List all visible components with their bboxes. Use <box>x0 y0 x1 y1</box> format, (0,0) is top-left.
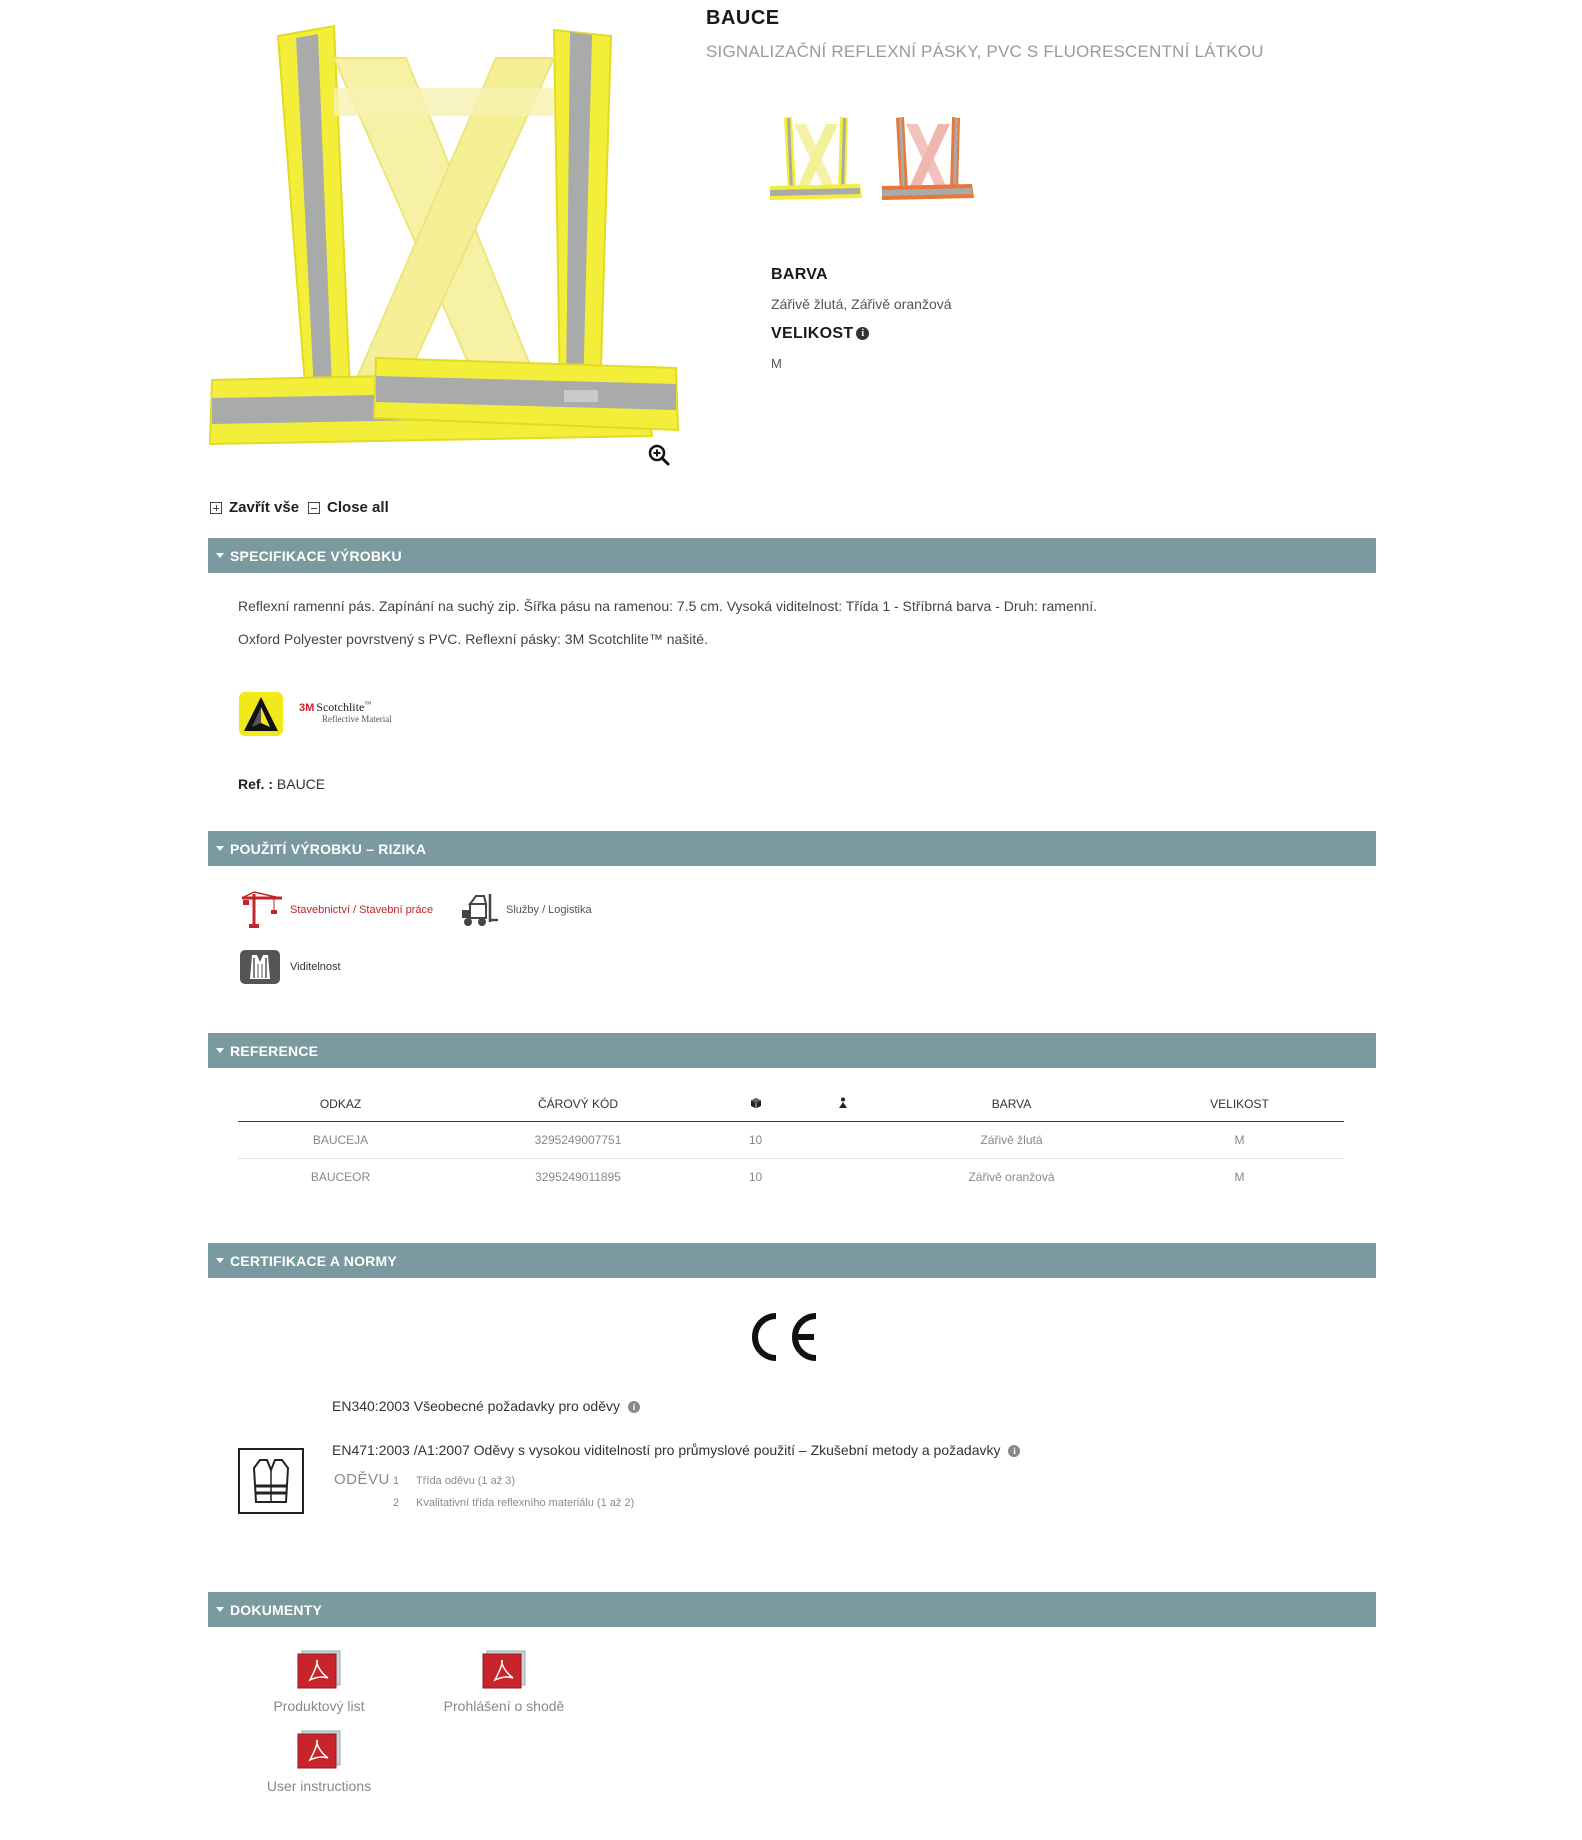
reference-table <box>238 1088 1344 1195</box>
crane-icon <box>240 890 284 930</box>
close-all-label: Close all <box>327 499 389 516</box>
usage-visibility[interactable] <box>240 950 341 984</box>
caret-down-icon <box>216 553 224 558</box>
size-label-row <box>771 325 869 343</box>
info-icon[interactable]: i <box>628 1401 640 1413</box>
section-header-reference[interactable] <box>208 1033 1376 1068</box>
color-value: Zářivě žlutá, Zářivě oranžová <box>771 296 952 312</box>
delta-plus-logo-icon <box>238 691 284 737</box>
zoom-icon[interactable] <box>648 444 670 466</box>
document-label: Produktový list <box>273 1698 365 1714</box>
document-product-sheet[interactable] <box>252 1650 386 1714</box>
class-category: ODĚVU <box>334 1471 390 1488</box>
hivis-garment-icon <box>238 1448 304 1514</box>
column-header: ČÁROVÝ KÓD <box>443 1088 713 1121</box>
section-title: POUŽITÍ VÝROBKU – RIZIKA <box>230 840 427 857</box>
thumbnail-yellow[interactable] <box>768 112 866 210</box>
close-all-button[interactable] <box>308 499 389 516</box>
caret-down-icon <box>216 1048 224 1053</box>
ref-value: BAUCE <box>276 776 326 792</box>
table-cell: Zářivě oranžová <box>968 1169 1055 1184</box>
open-all-button[interactable] <box>210 499 299 516</box>
size-label: VELIKOST <box>771 325 854 342</box>
class-text: Třída oděvu (1 až 3) <box>416 1475 516 1487</box>
brand-name: Scotchlite <box>316 700 365 714</box>
column-header: VELIKOST <box>1135 1088 1344 1121</box>
ce-mark-icon <box>746 1310 820 1364</box>
toggle-all-row <box>210 499 398 516</box>
section-title: SPECIFIKACE VÝROBKU <box>230 547 402 564</box>
caret-down-icon <box>216 1258 224 1263</box>
minus-square-icon <box>308 502 320 514</box>
norm-text: EN340:2003 Všeobecné požadavky pro oděvy <box>332 1398 620 1414</box>
table-cell: 10 <box>748 1169 763 1184</box>
usage-logistics[interactable] <box>456 890 592 930</box>
column-header-packaging <box>713 1088 798 1121</box>
section-title: CERTIFIKACE A NORMY <box>230 1252 397 1269</box>
norm-en471 <box>332 1442 1020 1458</box>
brand-3m: 3M <box>299 702 315 714</box>
product-title: BAUCE <box>706 7 780 29</box>
norm-en340 <box>332 1398 640 1414</box>
table-cell: 3295249007751 <box>443 1121 713 1158</box>
document-declaration[interactable] <box>434 1650 574 1714</box>
brand-sub: Reflective Material <box>322 714 392 724</box>
info-icon[interactable]: i <box>1008 1445 1020 1457</box>
table-cell: BAUCEOR <box>310 1169 371 1184</box>
section-title: DOKUMENTY <box>230 1601 323 1618</box>
usage-label: Stavebnictví / Stavební práce <box>290 904 434 916</box>
class-num: 1 <box>393 1475 400 1487</box>
open-all-label: Zavřít vše <box>229 499 300 516</box>
table-cell: BAUCEJA <box>238 1121 443 1158</box>
table-cell: 10 <box>713 1121 798 1158</box>
size-value: M <box>771 356 782 371</box>
document-label: User instructions <box>266 1778 372 1794</box>
spec-line-1: Reflexní ramenní pás. Zapínání na suchý zip. Šířka pásu na ramenou: 7.5 cm. Vysoká viditelnost: Třída 1 - Stříbrná barva - Druh: ramenní. <box>238 598 1098 614</box>
brand-tm: ™ <box>364 700 372 708</box>
usage-label: Služby / Logistika <box>506 904 592 916</box>
reflective-harness-image <box>206 18 682 458</box>
section-title: REFERENCE <box>230 1042 319 1059</box>
section-header-certification[interactable] <box>208 1243 1376 1278</box>
visibility-vest-icon <box>240 950 280 984</box>
color-label: BARVA <box>771 266 828 283</box>
product-main-image[interactable] <box>206 18 682 458</box>
table-cell: Zářivě žlutá <box>888 1121 1135 1158</box>
column-header: BARVA <box>888 1088 1135 1121</box>
forklift-icon <box>456 890 500 930</box>
variant-thumbnails <box>768 112 978 210</box>
table-cell: M <box>1135 1121 1344 1158</box>
document-label: Prohlášení o shodě <box>443 1698 565 1714</box>
document-user-instructions[interactable] <box>252 1730 386 1794</box>
thumbnail-orange[interactable] <box>880 112 978 210</box>
table-cell <box>798 1158 888 1195</box>
class-num: 2 <box>393 1497 400 1509</box>
caret-down-icon <box>216 1607 224 1612</box>
table-cell: M <box>1234 1169 1245 1184</box>
info-icon[interactable]: i <box>856 327 869 340</box>
product-subtitle: SIGNALIZAČNÍ REFLEXNÍ PÁSKY, PVC S FLUORESCENTNÍ LÁTKOU <box>706 42 1264 61</box>
table-row <box>238 1121 1344 1158</box>
scotchlite-logo <box>299 700 392 724</box>
person-icon <box>837 1097 849 1109</box>
class-text: Kvalitativní třída reflexního materiálu (1 až 2) <box>416 1497 635 1509</box>
pdf-icon <box>296 1650 342 1690</box>
ref-label: Ref. : <box>238 776 273 792</box>
plus-square-icon <box>210 502 222 514</box>
spec-line-2: Oxford Polyester povrstvený s PVC. Reflexní pásky: 3M Scotchlite™ našité. <box>238 631 708 647</box>
column-header: ODKAZ <box>238 1088 443 1121</box>
usage-construction[interactable] <box>240 890 433 930</box>
ref-line <box>238 776 325 792</box>
table-row <box>238 1158 1344 1195</box>
section-header-usage[interactable] <box>208 831 1376 866</box>
usage-label: Viditelnost <box>290 961 341 973</box>
section-header-documents[interactable] <box>208 1592 1376 1627</box>
table-cell: 3295249011895 <box>535 1169 621 1184</box>
table-cell <box>798 1121 888 1158</box>
column-header-quantity <box>798 1088 888 1121</box>
table-header-row <box>238 1088 1344 1121</box>
pdf-icon <box>296 1730 342 1770</box>
norm-text: EN471:2003 /A1:2007 Oděvy s vysokou viditelností pro průmyslové použití – Zkušební metody a požadavky <box>332 1442 1001 1458</box>
caret-down-icon <box>216 846 224 851</box>
pdf-icon <box>481 1650 527 1690</box>
box-icon <box>750 1097 762 1109</box>
section-header-spec[interactable] <box>208 538 1376 573</box>
